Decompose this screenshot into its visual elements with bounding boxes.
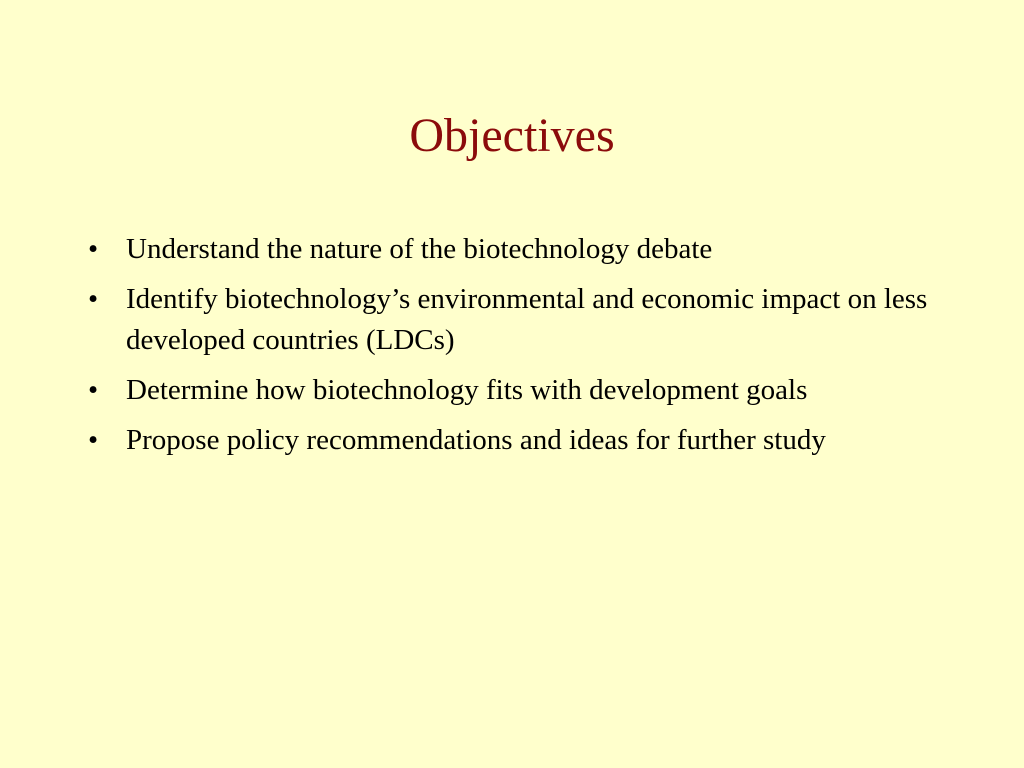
objectives-list: [88, 229, 948, 470]
list-item: [88, 370, 948, 411]
list-item-text: Understand the nature of the biotechnology debate: [126, 233, 713, 265]
bullet-icon: •: [88, 283, 99, 315]
bullet-icon: •: [88, 233, 99, 265]
list-item: [88, 420, 948, 461]
list-item-text: Determine how biotechnology fits with development goals: [126, 374, 808, 406]
list-item-text: Propose policy recommendations and ideas for further study: [126, 424, 826, 456]
list-item: [88, 279, 948, 361]
bullet-icon: •: [88, 424, 99, 456]
bullet-icon: •: [88, 374, 99, 406]
list-item: [88, 229, 948, 270]
slide-title: Objectives: [409, 109, 615, 162]
list-item-text: Identify biotechnology’s environmental and economic impact on less developed countries (LDCs): [126, 283, 928, 356]
